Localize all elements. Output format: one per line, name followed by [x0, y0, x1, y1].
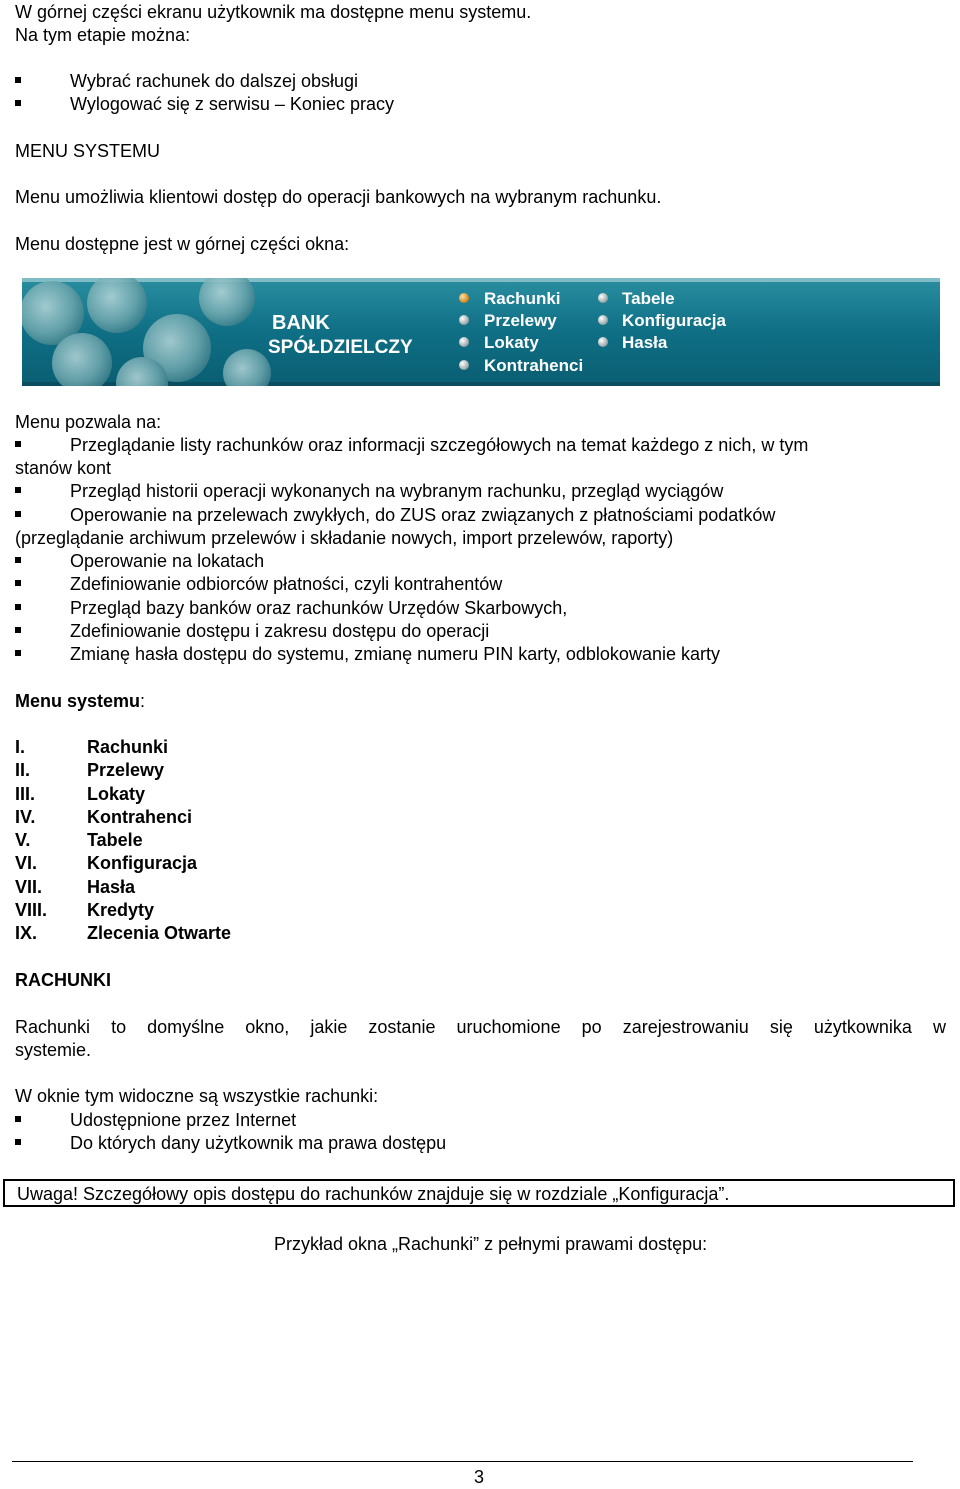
bullet-icon [15, 557, 21, 563]
banner-nav-przelewy[interactable]: Przelewy [484, 311, 557, 330]
allows-bullet-4: Operowanie na lokatach [70, 551, 265, 571]
system-menu-item: Tabele [87, 830, 143, 850]
system-menu-heading [15, 690, 145, 713]
roman-numeral: IX. [15, 923, 38, 943]
bullet-icon [15, 100, 21, 106]
rachunki-paragraph-line-2: systemie. [15, 1040, 92, 1060]
roman-numeral: VII. [15, 877, 43, 897]
roman-numeral: I. [15, 737, 26, 757]
rachunki-bullet: Udostępnione przez Internet [70, 1110, 297, 1130]
figure-caption: Przykład okna „Rachunki” z pełnymi prawami dostępu: [274, 1234, 708, 1254]
roman-numeral: IV. [15, 807, 36, 827]
system-menu-item: Kontrahenci [87, 807, 193, 827]
bullet-dot-icon [598, 337, 608, 347]
system-menu-heading-colon: : [140, 691, 146, 711]
system-menu-item: Rachunki [87, 737, 169, 757]
system-menu-item: Hasła [87, 877, 136, 897]
note-text: Uwaga! Szczegółowy opis dostępu do rachunków znajduje się w rozdziale „Konfiguracja”. [17, 1184, 730, 1204]
allows-bullet-7: Zdefiniowanie dostępu i zakresu dostępu do operacji [70, 621, 490, 641]
bullet-icon [15, 604, 21, 610]
roman-numeral: II. [15, 760, 31, 780]
system-menu-item: Lokaty [87, 784, 146, 804]
page-number: 3 [474, 1467, 485, 1487]
bullet-icon [15, 1116, 21, 1122]
bullet-icon [15, 487, 21, 493]
menu-desc-line-1: Menu umożliwia klientowi dostęp do operacji bankowych na wybranym rachunku. [15, 187, 662, 207]
roman-numeral: III. [15, 784, 36, 804]
footer-divider [12, 1461, 913, 1462]
banner-title-bank: BANK [272, 312, 330, 334]
bullet-icon [15, 441, 21, 447]
allows-bullet-3a: Operowanie na przelewach zwykłych, do ZUS oraz związanych z płatnościami podatków [70, 505, 776, 525]
bullet-icon [15, 511, 21, 517]
bullet-dot-icon [459, 337, 469, 347]
system-menu-heading-text: Menu systemu [15, 691, 141, 711]
section-heading-rachunki: RACHUNKI [15, 970, 111, 990]
intro-bullet: Wylogować się z serwisu – Koniec pracy [70, 94, 394, 114]
intro-line-2: Na tym etapie można: [15, 25, 191, 45]
roman-numeral: VI. [15, 853, 38, 873]
bullet-icon [15, 627, 21, 633]
allows-bullet-8: Zmianę hasła dostępu do systemu, zmianę numeru PIN karty, odblokowanie karty [70, 644, 720, 664]
intro-line-1: W górnej części ekranu użytkownik ma dostępne menu systemu. [15, 2, 532, 22]
banner-nav-konfiguracja[interactable]: Konfiguracja [622, 311, 726, 330]
rachunki-paragraph-2: W oknie tym widoczne są wszystkie rachunki: [15, 1086, 379, 1106]
menu-desc-line-2: Menu dostępne jest w górnej części okna: [15, 234, 350, 254]
banner-nav-kontrahenci[interactable]: Kontrahenci [484, 356, 584, 375]
roman-numeral: VIII. [15, 900, 48, 920]
banner-nav-hasla[interactable]: Hasła [622, 333, 668, 352]
allows-bullet-3b: (przeglądanie archiwum przelewów i składanie nowych, import przelewów, raporty) [15, 528, 674, 548]
bullet-icon [15, 650, 21, 656]
allows-bullet-2: Przegląd historii operacji wykonanych na wybranym rachunku, przegląd wyciągów [70, 481, 724, 501]
allows-bullet-1a: Przeglądanie listy rachunków oraz informacji szczegółowych na temat każdego z nich, w tym [70, 435, 809, 455]
banner-nav-rachunki[interactable]: Rachunki [484, 289, 561, 308]
allows-heading: Menu pozwala na: [15, 412, 162, 432]
banner-top-edge [22, 278, 940, 282]
rachunki-paragraph-line-1: Rachunki to domyślne okno, jakie zostanie uruchomione po zarejestrowaniu się użytkownika w [15, 1017, 946, 1037]
banner-title-spoldzielczy: SPÓŁDZIELCZY [268, 337, 413, 358]
system-menu-item: Kredyty [87, 900, 155, 920]
allows-bullet-5: Zdefiniowanie odbiorców płatności, czyli kontrahentów [70, 574, 503, 594]
bank-menu-banner [22, 278, 940, 386]
banner-nav-tabele[interactable]: Tabele [622, 289, 675, 308]
roman-numeral: V. [15, 830, 31, 850]
allows-bullet-1b: stanów kont [15, 458, 112, 478]
section-heading-menu-systemu: MENU SYSTEMU [15, 141, 161, 161]
bullet-icon [15, 77, 21, 83]
rachunki-bullet: Do których dany użytkownik ma prawa dostępu [70, 1133, 447, 1153]
bullet-dot-icon [598, 293, 608, 303]
intro-bullet: Wybrać rachunek do dalszej obsługi [70, 71, 358, 91]
system-menu-item: Konfiguracja [87, 853, 198, 873]
system-menu-item: Przelewy [87, 760, 165, 780]
allows-bullet-6: Przegląd bazy banków oraz rachunków Urzędów Skarbowych, [70, 598, 568, 618]
system-menu-item: Zlecenia Otwarte [87, 923, 232, 943]
bullet-dot-icon [459, 315, 469, 325]
note-box [3, 1179, 955, 1207]
bullet-icon [15, 1139, 21, 1145]
bullet-icon [15, 580, 21, 586]
bullet-dot-icon [459, 293, 469, 303]
bullet-dot-icon [459, 360, 469, 370]
banner-nav-lokaty[interactable]: Lokaty [484, 333, 539, 352]
bullet-dot-icon [598, 315, 608, 325]
